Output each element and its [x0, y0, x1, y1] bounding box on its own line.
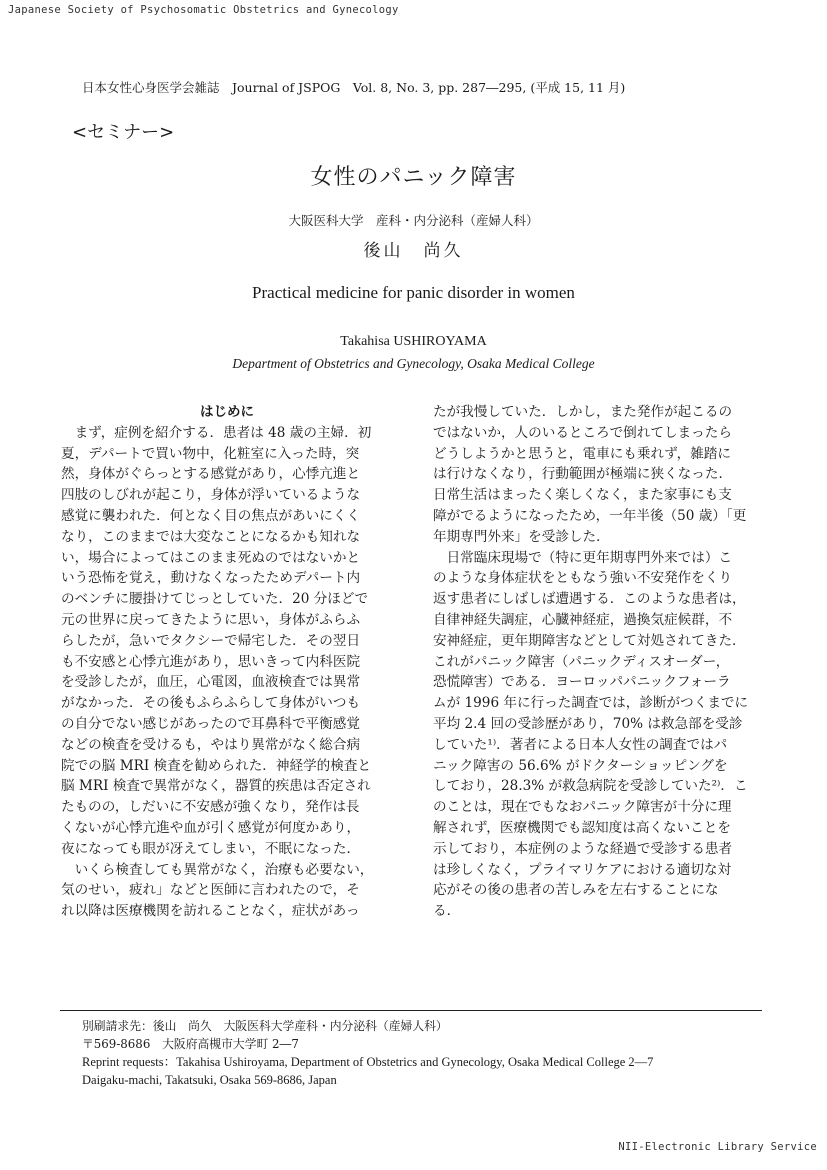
body-text-line: も不安感と心悸亢進があり，思いきって内科医院 [61, 653, 361, 670]
footnote-line: 〒569-8686 大阪府高槻市大学町 2―7 [82, 1037, 299, 1051]
body-text-line: していた¹⁾．著者による日本人女性の調査ではパ [433, 736, 728, 753]
body-text-line: ではないか，人のいるところで倒れてしまったら [433, 424, 732, 441]
reprint-footnote [82, 1017, 653, 1089]
society-banner: Japanese Society of Psychosomatic Obstetrics and Gynecology [8, 4, 399, 16]
body-text-line: 自律神経失調症，心臓神経症，過換気症候群，不 [433, 611, 733, 628]
body-text-line: は行けなくなり，行動範囲が極端に狭くなった． [433, 466, 733, 483]
footnote-line: Daigaku-machi, Takatsuki, Osaka 569-8686, Japan [82, 1073, 337, 1087]
affiliation-english: Department of Obstetrics and Gynecology, Osaka Medical College [232, 356, 595, 371]
body-text-line: 感覚に襲われた．何となく目の焦点があいにくく [61, 507, 361, 524]
body-column-left [61, 402, 393, 922]
body-text-line: いう恐怖を覚え，動けなくなったためデパート内 [61, 570, 361, 587]
body-text-line: れ以降は医療機関を訪れることなく，症状があっ [61, 903, 360, 920]
body-text-line: たものの，しだいに不安感が強くなり，発作は長 [61, 799, 360, 816]
body-text-line: 然，身体がぐらっとする感覚があり，心悸亢進と [61, 466, 361, 483]
body-text-line: 院での脳 MRI 検査を勧められた．神経学的検査と [61, 757, 372, 774]
body-text-line: のような身体症状をともなう強い不安発作をくり [433, 570, 733, 587]
body-text-line: これがパニック障害（パニックディスオーダー， [433, 653, 730, 670]
body-text-line: のことは，現在でもなおパニック障害が十分に理 [433, 799, 732, 816]
body-column-right [433, 402, 765, 922]
body-text-line: 脳 MRI 検査で異常がなく，器質的疾患は否定され [61, 778, 371, 795]
body-text-line: 日常臨床現場で（特に更年期専門外来では）こ [433, 549, 733, 566]
body-text-line: 夜になっても眼が冴えてしまい，不眠になった． [61, 840, 361, 857]
body-text-line: を受診したが，血圧，心電図，血液検査では異常 [61, 674, 361, 691]
body-text-line: なり，このままでは大変なことになるかも知れな [61, 528, 361, 545]
footnote-line: Reprint requests：Takahisa Ushiroyama, Department of Obstetrics and Gynecology, Osaka Medical College 2―7 [82, 1055, 654, 1069]
body-text-line: 元の世界に戻ってきたように思い，身体がふらふ [61, 611, 361, 628]
footnote-line: 別刷請求先：後山 尚久 大阪医科大学産科・内分泌科（産婦人科） [82, 1019, 448, 1033]
affiliation-japanese: 大阪医科大学 産科・内分泌科（産婦人科） [288, 213, 539, 228]
body-text-line: 夏，デパートで買い物中，化粧室に入った時，突 [61, 445, 360, 462]
body-text-line: たが我慢していた．しかし，また発作が起こるの [433, 404, 733, 420]
body-text-line: がなかった．その後もふらふらして身体がいつも [61, 695, 361, 712]
author-english: Takahisa USHIROYAMA [340, 334, 487, 349]
body-text-line: などの検査を受けるも，やはり異常がなく総合病 [61, 736, 361, 753]
body-text-line: 平均 2.4 回の受診歴があり，70% は救急部を受診 [433, 715, 743, 732]
body-text-line: 障がでるようになったため，一年半後（50 歳）「更 [433, 507, 747, 524]
author-japanese: 後山 尚久 [363, 241, 464, 261]
body-text-line: のベンチに腰掛けてじっとしていた．20 分ほどで [61, 591, 369, 608]
body-text-line: 安神経症，更年期障害などとして対処されてきた． [433, 632, 746, 649]
journal-citation: 日本女性心身医学会雑誌 Journal of JSPOG Vol. 8, No. 3, pp. 287―295, (平成 15, 11 月) [82, 80, 626, 95]
body-text-line: 応がその後の患者の苦しみを左右することにな [433, 882, 719, 899]
body-text-line: 日常生活はまったく楽しくなく，また家事にも支 [433, 487, 732, 504]
body-text-line: 年期専門外来」を受診した． [433, 528, 610, 545]
section-heading: はじめに [200, 404, 254, 420]
body-text-line: は珍しくなく，プライマリケアにおける適切な対 [433, 861, 732, 878]
section-label: <セミナー> [72, 122, 175, 143]
body-text-line: い，場合によってはこのまま死ぬのではないかと [61, 549, 361, 566]
body-text-line: ニック障害の 56.6% がドクターショッピングを [433, 757, 728, 774]
body-text-line: らしたが，急いでタクシーで帰宅した．その翌日 [61, 632, 361, 649]
body-text-line: 四肢のしびれが起こり，身体が浮いているような [61, 487, 361, 504]
article-title-japanese: 女性のパニック障害 [310, 165, 517, 190]
body-text-line: どうしようかと思うと，電車にも乗れず，雑踏に [433, 445, 731, 462]
body-text-line: る． [433, 903, 461, 920]
body-text-line: いくら検査しても異常がなく，治療も必要ない， [61, 861, 374, 878]
body-text-line: 恐慌障害）である．ヨーロッパパニックフォーラ [433, 674, 731, 691]
body-text-line: くないが心悸亢進や血が引く感覚が何度かあり， [61, 819, 361, 836]
body-text-line: まず，症例を紹介する．患者は 48 歳の主婦．初 [61, 424, 372, 441]
body-text-line: 示しており，本症例のような経過で受診する患者 [433, 840, 733, 857]
body-text-line: 気のせい，疲れ」などと医師に言われたので，そ [61, 882, 360, 899]
body-text-line: 返す患者にしばしば遭遇する．このような患者は， [433, 591, 746, 608]
service-banner: NII-Electronic Library Service [618, 1141, 817, 1153]
body-text-line: 解されず，医療機関でも認知度は高くないことを [433, 819, 731, 836]
body-text-line: しており，28.3% が救急病院を受診していた²⁾．こ [433, 778, 748, 795]
footnote-divider [60, 1010, 762, 1011]
article-title-english: Practical medicine for panic disorder in women [252, 283, 575, 302]
body-text-line: ムが 1996 年に行った調査では，診断がつくまでに [433, 695, 749, 712]
body-text-line: の自分でない感じがあったので耳鼻科で平衡感覚 [61, 715, 360, 732]
